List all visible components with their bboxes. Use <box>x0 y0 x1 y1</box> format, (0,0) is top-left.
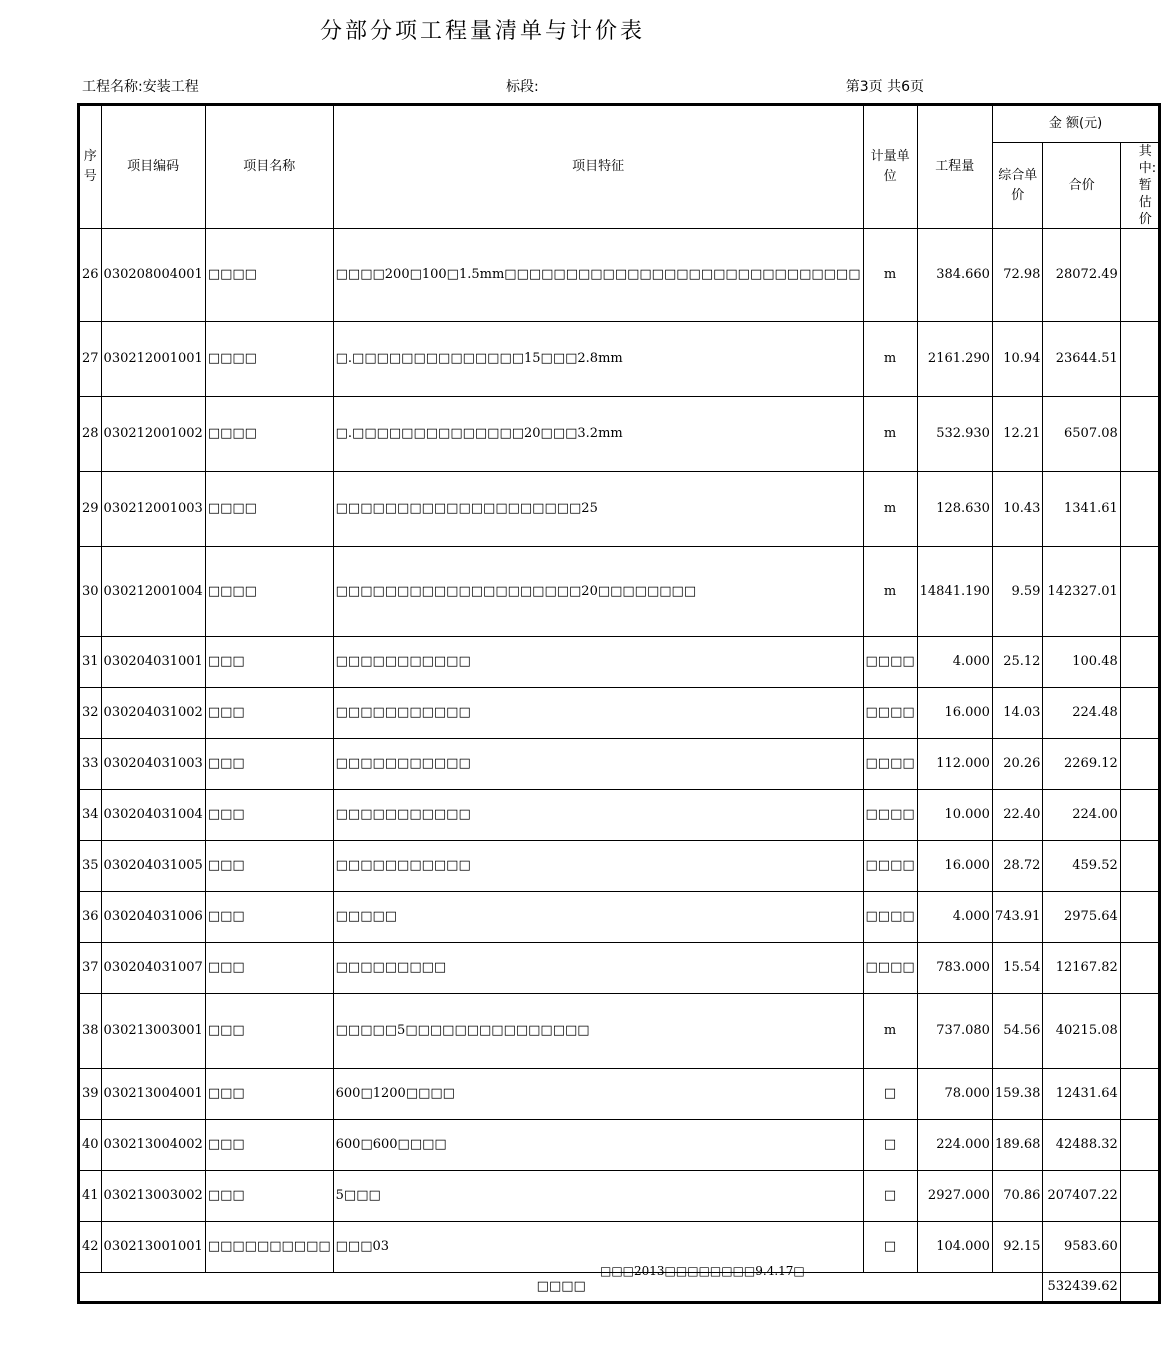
item-code: 030204031007 <box>101 943 205 994</box>
item-total: 459.52 <box>1043 841 1120 892</box>
item-code: 030212001004 <box>101 547 205 637</box>
item-feature: □.□□□□□□□□□□□□□□20□□□3.2mm <box>333 397 863 472</box>
item-code: 030213004002 <box>101 1120 205 1171</box>
item-name: □□□□ <box>205 547 333 637</box>
item-feature: □□□□□□□□□□□ <box>333 790 863 841</box>
item-unit: m <box>863 547 917 637</box>
item-total: 2269.12 <box>1043 739 1120 790</box>
table-row <box>79 790 1160 841</box>
item-unit-price: 54.56 <box>992 994 1043 1069</box>
item-name: □□□□ <box>205 322 333 397</box>
table-row <box>79 1171 1160 1222</box>
item-total: 28072.49 <box>1043 229 1120 322</box>
table-row <box>79 892 1160 943</box>
item-name: □□□ <box>205 790 333 841</box>
item-total: 42488.32 <box>1043 1120 1120 1171</box>
page-number: 第3页 共6页 <box>845 79 924 95</box>
table-row <box>79 637 1160 688</box>
item-estimate <box>1120 841 1159 892</box>
item-unit: □ <box>863 1171 917 1222</box>
item-unit-price: 14.03 <box>992 688 1043 739</box>
item-unit: □□□□ <box>863 841 917 892</box>
item-code: 030213003002 <box>101 1171 205 1222</box>
item-name: □□□□ <box>205 472 333 547</box>
item-code: 030212001002 <box>101 397 205 472</box>
table-row <box>79 994 1160 1069</box>
item-unit-price: 28.72 <box>992 841 1043 892</box>
item-qty: 16.000 <box>917 841 992 892</box>
grand-total: 532439.62 <box>1043 1273 1120 1303</box>
total-estimate <box>1120 1273 1159 1303</box>
header-name: 项目名称 <box>205 105 333 229</box>
table-row <box>79 841 1160 892</box>
item-total: 6507.08 <box>1043 397 1120 472</box>
footer-note: □□□2013□□□□□□□□9.4.17□ <box>600 1264 805 1278</box>
item-feature: 5□□□ <box>333 1171 863 1222</box>
table-row <box>79 322 1160 397</box>
item-estimate <box>1120 739 1159 790</box>
item-estimate <box>1120 790 1159 841</box>
item-qty: 783.000 <box>917 943 992 994</box>
item-code: 030204031003 <box>101 739 205 790</box>
table-row <box>79 1069 1160 1120</box>
table-row <box>79 943 1160 994</box>
row-no: 42 <box>79 1222 102 1273</box>
table-row <box>79 397 1160 472</box>
item-qty: 78.000 <box>917 1069 992 1120</box>
row-no: 40 <box>79 1120 102 1171</box>
item-name: □□□ <box>205 637 333 688</box>
item-estimate <box>1120 397 1159 472</box>
item-estimate <box>1120 322 1159 397</box>
item-qty: 104.000 <box>917 1222 992 1273</box>
item-total: 142327.01 <box>1043 547 1120 637</box>
table-row <box>79 739 1160 790</box>
item-estimate <box>1120 1171 1159 1222</box>
item-code: 030204031005 <box>101 841 205 892</box>
total-label: □□□□ <box>79 1273 1043 1303</box>
item-unit-price: 70.86 <box>992 1171 1043 1222</box>
item-code: 030212001001 <box>101 322 205 397</box>
item-unit: □□□□ <box>863 739 917 790</box>
bill-of-quantities-table <box>77 103 1161 1304</box>
row-no: 33 <box>79 739 102 790</box>
item-unit: □□□□ <box>863 637 917 688</box>
item-unit-price: 72.98 <box>992 229 1043 322</box>
item-name: □□□ <box>205 994 333 1069</box>
item-qty: 4.000 <box>917 892 992 943</box>
row-no: 36 <box>79 892 102 943</box>
item-estimate <box>1120 637 1159 688</box>
item-feature: □□□□□□□□□□□ <box>333 688 863 739</box>
item-unit: □ <box>863 1222 917 1273</box>
item-total: 207407.22 <box>1043 1171 1120 1222</box>
item-unit-price: 12.21 <box>992 397 1043 472</box>
item-unit-price: 20.26 <box>992 739 1043 790</box>
item-qty: 16.000 <box>917 688 992 739</box>
item-qty: 10.000 <box>917 790 992 841</box>
item-unit: □□□□ <box>863 943 917 994</box>
section-label: 标段: <box>506 79 539 95</box>
item-unit-price: 9.59 <box>992 547 1043 637</box>
table-row <box>79 1120 1160 1171</box>
item-qty: 112.000 <box>917 739 992 790</box>
item-unit: □ <box>863 1069 917 1120</box>
header-unit: 计量单位 <box>863 105 917 229</box>
item-estimate <box>1120 1069 1159 1120</box>
item-feature: □□□□□□□□□□□ <box>333 637 863 688</box>
item-name: □□□ <box>205 1069 333 1120</box>
item-code: 030212001003 <box>101 472 205 547</box>
header-amount: 金 额(元) <box>992 105 1159 143</box>
item-unit: m <box>863 472 917 547</box>
item-name: □□□□ <box>205 229 333 322</box>
row-no: 31 <box>79 637 102 688</box>
item-unit: □□□□ <box>863 790 917 841</box>
header-total: 合价 <box>1043 143 1120 229</box>
item-feature: □□□□□□□□□□□ <box>333 841 863 892</box>
item-unit-price: 10.94 <box>992 322 1043 397</box>
item-estimate <box>1120 1222 1159 1273</box>
table-row <box>79 547 1160 637</box>
row-no: 30 <box>79 547 102 637</box>
item-total: 12431.64 <box>1043 1069 1120 1120</box>
item-total: 100.48 <box>1043 637 1120 688</box>
item-unit: □□□□ <box>863 688 917 739</box>
item-total: 12167.82 <box>1043 943 1120 994</box>
item-feature: □□□□□□□□□□□ <box>333 739 863 790</box>
item-estimate <box>1120 229 1159 322</box>
header-unit-price: 综合单价 <box>992 143 1043 229</box>
project-name: 工程名称:安装工程 <box>82 79 199 95</box>
item-estimate <box>1120 547 1159 637</box>
item-unit: m <box>863 229 917 322</box>
item-qty: 2161.290 <box>917 322 992 397</box>
item-name: □□□ <box>205 892 333 943</box>
item-qty: 14841.190 <box>917 547 992 637</box>
row-no: 34 <box>79 790 102 841</box>
item-feature: □.□□□□□□□□□□□□□□15□□□2.8mm <box>333 322 863 397</box>
item-unit: m <box>863 397 917 472</box>
item-feature: □□□03 <box>333 1222 863 1273</box>
item-feature: □□□□200□100□1.5mm□□□□□□□□□□□□□□□□□□□□□□□□□□□□□ <box>333 229 863 322</box>
item-qty: 532.930 <box>917 397 992 472</box>
item-code: 030204031006 <box>101 892 205 943</box>
header-estimate: 其中:暂估价 <box>1120 143 1159 229</box>
item-name: □□□□ <box>205 397 333 472</box>
item-unit-price: 159.38 <box>992 1069 1043 1120</box>
item-feature: □□□□□ <box>333 892 863 943</box>
row-no: 37 <box>79 943 102 994</box>
item-total: 9583.60 <box>1043 1222 1120 1273</box>
item-feature: □□□□□□□□□□□□□□□□□□□□20□□□□□□□□ <box>333 547 863 637</box>
item-total: 2975.64 <box>1043 892 1120 943</box>
row-no: 41 <box>79 1171 102 1222</box>
row-no: 32 <box>79 688 102 739</box>
item-unit-price: 10.43 <box>992 472 1043 547</box>
item-estimate <box>1120 994 1159 1069</box>
item-qty: 2927.000 <box>917 1171 992 1222</box>
item-qty: 737.080 <box>917 994 992 1069</box>
header-feature: 项目特征 <box>333 105 863 229</box>
item-unit-price: 743.91 <box>992 892 1043 943</box>
item-code: 030213001001 <box>101 1222 205 1273</box>
item-name: □□□ <box>205 1120 333 1171</box>
item-total: 40215.08 <box>1043 994 1120 1069</box>
item-estimate <box>1120 688 1159 739</box>
item-code: 030213004001 <box>101 1069 205 1120</box>
item-qty: 4.000 <box>917 637 992 688</box>
item-code: 030204031002 <box>101 688 205 739</box>
item-estimate <box>1120 1120 1159 1171</box>
item-unit-price: 15.54 <box>992 943 1043 994</box>
item-unit: □□□□ <box>863 892 917 943</box>
item-unit-price: 92.15 <box>992 1222 1043 1273</box>
item-qty: 384.660 <box>917 229 992 322</box>
item-total: 224.00 <box>1043 790 1120 841</box>
header-qty: 工程量 <box>917 105 992 229</box>
header-code: 项目编码 <box>101 105 205 229</box>
item-name: □□□ <box>205 841 333 892</box>
item-total: 1341.61 <box>1043 472 1120 547</box>
item-feature: □□□□□5□□□□□□□□□□□□□□□ <box>333 994 863 1069</box>
item-unit-price: 25.12 <box>992 637 1043 688</box>
item-qty: 128.630 <box>917 472 992 547</box>
item-estimate <box>1120 892 1159 943</box>
item-feature: □□□□□□□□□ <box>333 943 863 994</box>
row-no: 28 <box>79 397 102 472</box>
item-code: 030204031004 <box>101 790 205 841</box>
row-no: 27 <box>79 322 102 397</box>
item-estimate <box>1120 472 1159 547</box>
item-unit: m <box>863 994 917 1069</box>
item-feature: □□□□□□□□□□□□□□□□□□□□25 <box>333 472 863 547</box>
row-no: 39 <box>79 1069 102 1120</box>
page-title: 分部分项工程量清单与计价表 <box>319 19 645 44</box>
item-unit: m <box>863 322 917 397</box>
table-row <box>79 229 1160 322</box>
item-code: 030213003001 <box>101 994 205 1069</box>
row-no: 35 <box>79 841 102 892</box>
row-no: 29 <box>79 472 102 547</box>
item-unit: □ <box>863 1120 917 1171</box>
item-estimate <box>1120 943 1159 994</box>
row-no: 38 <box>79 994 102 1069</box>
item-total: 224.48 <box>1043 688 1120 739</box>
item-name: □□□ <box>205 1171 333 1222</box>
item-feature: 600□600□□□□ <box>333 1120 863 1171</box>
item-unit-price: 189.68 <box>992 1120 1043 1171</box>
row-no: 26 <box>79 229 102 322</box>
item-qty: 224.000 <box>917 1120 992 1171</box>
table-row <box>79 688 1160 739</box>
header-seq: 序号 <box>79 105 102 229</box>
item-code: 030204031001 <box>101 637 205 688</box>
item-code: 030208004001 <box>101 229 205 322</box>
item-name: □□□ <box>205 739 333 790</box>
item-name: □□□ <box>205 688 333 739</box>
item-name: □□□□□□□□□□ <box>205 1222 333 1273</box>
item-feature: 600□1200□□□□ <box>333 1069 863 1120</box>
item-total: 23644.51 <box>1043 322 1120 397</box>
item-unit-price: 22.40 <box>992 790 1043 841</box>
table-row <box>79 472 1160 547</box>
item-name: □□□ <box>205 943 333 994</box>
